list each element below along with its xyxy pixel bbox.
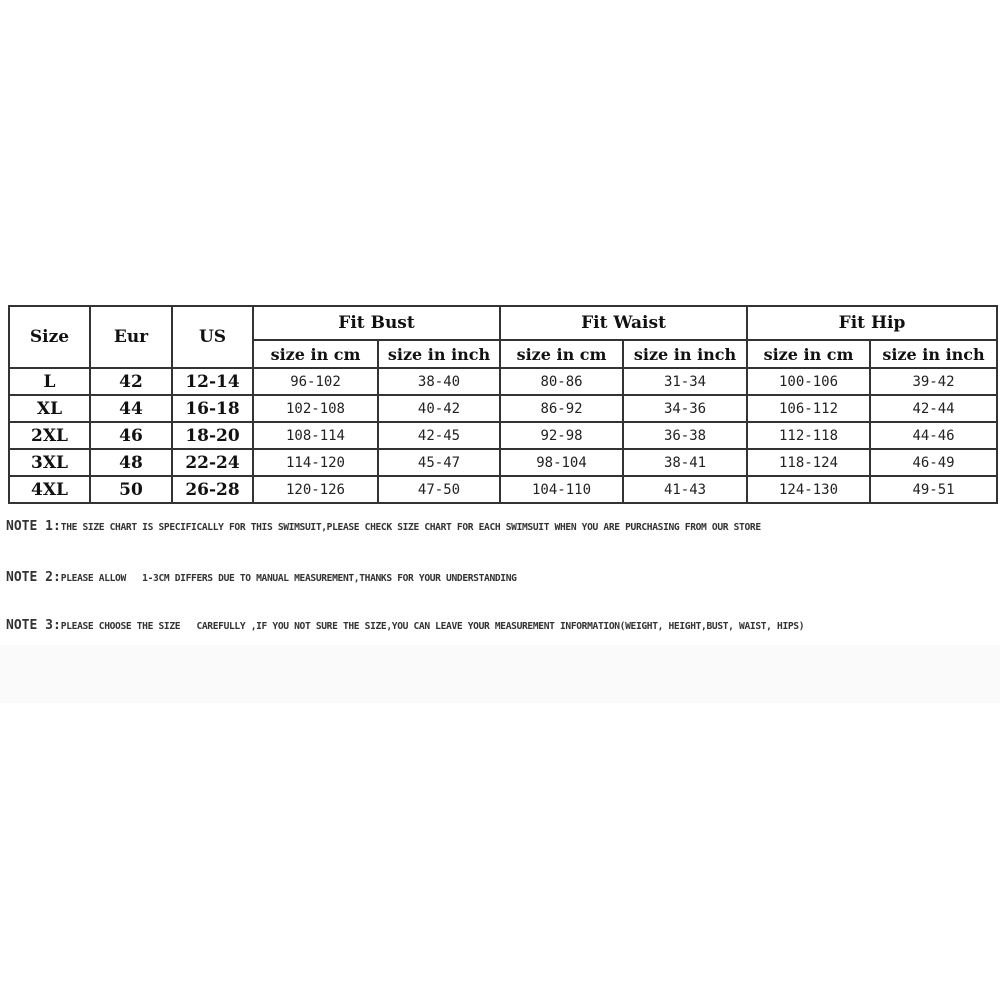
cell-waist-inch: 38-41 [623,449,747,476]
subheader-waist-inch: size in inch [623,340,747,368]
cell-size: L [9,368,90,395]
subheader-hip-cm: size in cm [747,340,870,368]
cell-waist-cm: 86-92 [500,395,623,422]
cell-hip-inch: 44-46 [870,422,997,449]
cell-bust-cm: 120-126 [253,476,378,503]
cell-waist-inch: 36-38 [623,422,747,449]
cell-bust-inch: 42-45 [378,422,500,449]
cell-us: 12-14 [172,368,253,395]
header-fit-bust: Fit Bust [253,306,500,340]
note-2 [6,570,517,585]
note-2-label: NOTE 2: [6,570,61,585]
cell-bust-inch: 38-40 [378,368,500,395]
header-us: US [172,306,253,368]
cell-bust-cm: 114-120 [253,449,378,476]
cell-bust-inch: 45-47 [378,449,500,476]
cell-size: 2XL [9,422,90,449]
note-3-label: NOTE 3: [6,618,61,633]
cell-hip-inch: 46-49 [870,449,997,476]
cell-waist-cm: 92-98 [500,422,623,449]
header-size: Size [9,306,90,368]
cell-hip-cm: 100-106 [747,368,870,395]
cell-size: 3XL [9,449,90,476]
cell-waist-cm: 104-110 [500,476,623,503]
table-row [9,395,997,422]
cell-hip-inch: 42-44 [870,395,997,422]
cell-eur: 42 [90,368,172,395]
cell-waist-cm: 80-86 [500,368,623,395]
cell-bust-cm: 102-108 [253,395,378,422]
cell-eur: 44 [90,395,172,422]
cell-bust-cm: 108-114 [253,422,378,449]
cell-eur: 50 [90,476,172,503]
cell-hip-inch: 39-42 [870,368,997,395]
note-1-label: NOTE 1: [6,519,61,534]
note-1 [6,519,761,534]
cell-waist-inch: 41-43 [623,476,747,503]
note-1-text: THE SIZE CHART IS SPECIFICALLY FOR THIS SWIMSUIT,PLEASE CHECK SIZE CHART FOR EACH SWIMSUIT WHEN YOU ARE PURCHASING FROM OUR STORE [60,522,761,533]
cell-waist-inch: 31-34 [623,368,747,395]
header-eur: Eur [90,306,172,368]
cell-us: 16-18 [172,395,253,422]
header-fit-hip: Fit Hip [747,306,997,340]
subheader-hip-inch: size in inch [870,340,997,368]
size-chart-table [8,305,998,504]
header-fit-waist: Fit Waist [500,306,747,340]
cell-hip-cm: 124-130 [747,476,870,503]
cell-waist-inch: 34-36 [623,395,747,422]
note-3-text: PLEASE CHOOSE THE SIZE CAREFULLY ,IF YOU NOT SURE THE SIZE,YOU CAN LEAVE YOUR MEASUREMENT INFORMATION(WEIGHT, HEIGHT,BUST, WAIST, HIPS) [60,621,805,632]
cell-size: 4XL [9,476,90,503]
table-row [9,368,997,395]
cell-us: 22-24 [172,449,253,476]
cell-us: 18-20 [172,422,253,449]
cell-eur: 46 [90,422,172,449]
header-row [9,306,997,340]
subheader-bust-inch: size in inch [378,340,500,368]
cell-bust-cm: 96-102 [253,368,378,395]
cell-hip-cm: 112-118 [747,422,870,449]
subheader-waist-cm: size in cm [500,340,623,368]
subheader-bust-cm: size in cm [253,340,378,368]
note-3 [6,618,804,633]
cell-hip-inch: 49-51 [870,476,997,503]
note-2-text: PLEASE ALLOW 1-3CM DIFFERS DUE TO MANUAL MEASUREMENT,THANKS FOR YOUR UNDERSTANDING [60,573,517,584]
table-row [9,422,997,449]
cell-waist-cm: 98-104 [500,449,623,476]
table-row [9,476,997,503]
cell-hip-cm: 118-124 [747,449,870,476]
cell-bust-inch: 40-42 [378,395,500,422]
cell-us: 26-28 [172,476,253,503]
background-band [0,645,1000,703]
cell-size: XL [9,395,90,422]
table-row [9,449,997,476]
cell-hip-cm: 106-112 [747,395,870,422]
cell-eur: 48 [90,449,172,476]
cell-bust-inch: 47-50 [378,476,500,503]
